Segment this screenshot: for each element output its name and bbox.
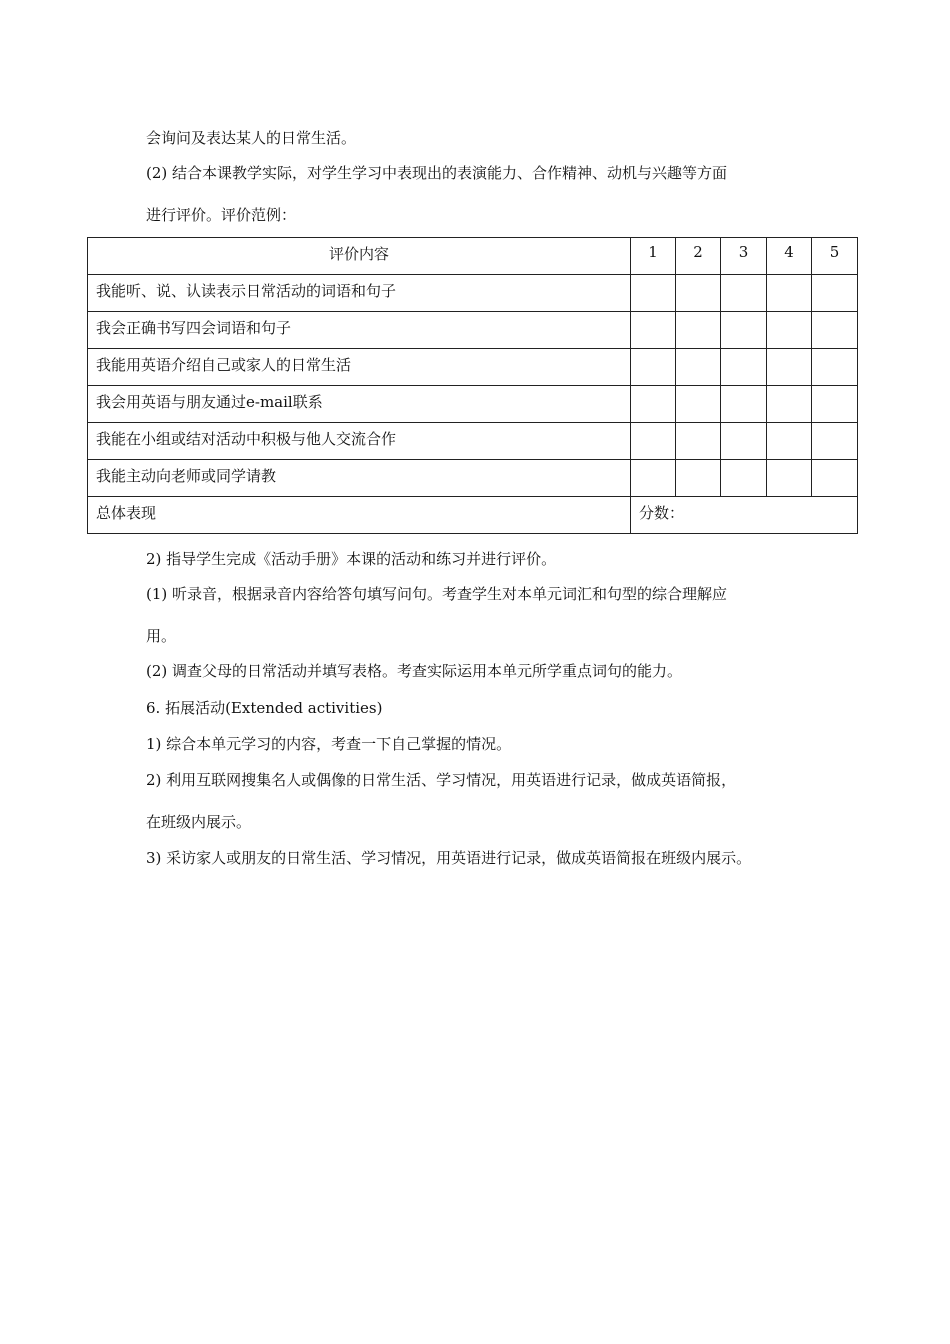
score-cell <box>812 349 858 386</box>
score-cell <box>767 386 812 423</box>
paragraph-listening-task: (1) 听录音，根据录音内容给答句填写问句。考查学生对本单元词汇和句型的综合理解应 <box>146 585 728 603</box>
score-cell <box>812 460 858 497</box>
header-score-2: 2 <box>676 238 721 275</box>
score-cell <box>721 349 767 386</box>
paragraph-activity-book: 2) 指导学生完成《活动手册》本课的活动和练习并进行评价。 <box>146 550 557 568</box>
score-cell <box>812 275 858 312</box>
paragraph-listening-task-cont: 用。 <box>146 627 177 645</box>
score-cell <box>767 460 812 497</box>
total-performance-label: 总体表现 <box>88 497 631 534</box>
score-cell <box>676 460 721 497</box>
score-cell <box>812 386 858 423</box>
row-item-label: 我能用英语介绍自己或家人的日常生活 <box>88 349 631 386</box>
score-field-label: 分数： <box>631 497 858 534</box>
row-item-label: 我能主动向老师或同学请教 <box>88 460 631 497</box>
score-cell <box>631 349 676 386</box>
section-heading-extended-activities: 6. 拓展活动(Extended activities) <box>146 699 383 717</box>
score-cell <box>767 275 812 312</box>
score-cell <box>721 312 767 349</box>
table-row <box>88 460 858 497</box>
row-item-label: 我能听、说、认读表示日常活动的词语和句子 <box>88 275 631 312</box>
score-cell <box>676 275 721 312</box>
score-cell <box>721 423 767 460</box>
score-cell <box>812 423 858 460</box>
paragraph-survey-task: (2) 调查父母的日常活动并填写表格。考查实际运用本单元所学重点词句的能力。 <box>146 662 683 680</box>
paragraph-extended-3: 3) 采访家人或朋友的日常生活、学习情况，用英语进行记录，做成英语简报在班级内展示。 <box>146 849 752 867</box>
table-row <box>88 275 858 312</box>
evaluation-table <box>87 237 858 534</box>
score-cell <box>676 423 721 460</box>
table-row <box>88 349 858 386</box>
paragraph-extended-2: 2) 利用互联网搜集名人或偶像的日常生活、学习情况，用英语进行记录，做成英语简报， <box>146 771 737 789</box>
paragraph-daily-life: 会询问及表达某人的日常生活。 <box>146 129 357 147</box>
paragraph-evaluation-intro: (2) 结合本课教学实际，对学生学习中表现出的表演能力、合作精神、动机与兴趣等方面 <box>146 164 728 182</box>
score-cell <box>812 312 858 349</box>
score-cell <box>767 423 812 460</box>
score-cell <box>676 349 721 386</box>
header-score-3: 3 <box>721 238 767 275</box>
score-cell <box>631 386 676 423</box>
score-cell <box>631 275 676 312</box>
table-row <box>88 386 858 423</box>
score-cell <box>631 312 676 349</box>
score-cell <box>721 275 767 312</box>
table-row <box>88 423 858 460</box>
score-cell <box>721 386 767 423</box>
score-cell <box>631 460 676 497</box>
header-evaluation-content: 评价内容 <box>88 238 631 275</box>
paragraph-extended-2-cont: 在班级内展示。 <box>146 813 252 831</box>
score-cell <box>676 312 721 349</box>
score-cell <box>767 349 812 386</box>
score-cell <box>676 386 721 423</box>
score-cell <box>767 312 812 349</box>
score-cell <box>721 460 767 497</box>
row-item-label: 我会正确书写四会词语和句子 <box>88 312 631 349</box>
table-total-row <box>88 497 858 534</box>
header-score-5: 5 <box>812 238 858 275</box>
score-cell <box>631 423 676 460</box>
header-score-1: 1 <box>631 238 676 275</box>
header-score-4: 4 <box>767 238 812 275</box>
paragraph-extended-1: 1) 综合本单元学习的内容，考查一下自己掌握的情况。 <box>146 735 512 753</box>
table-row <box>88 312 858 349</box>
row-item-label: 我能在小组或结对活动中积极与他人交流合作 <box>88 423 631 460</box>
row-item-label: 我会用英语与朋友通过e-mail联系 <box>88 386 631 423</box>
paragraph-evaluation-example: 进行评价。评价范例： <box>146 206 297 224</box>
table-header-row <box>88 238 858 275</box>
